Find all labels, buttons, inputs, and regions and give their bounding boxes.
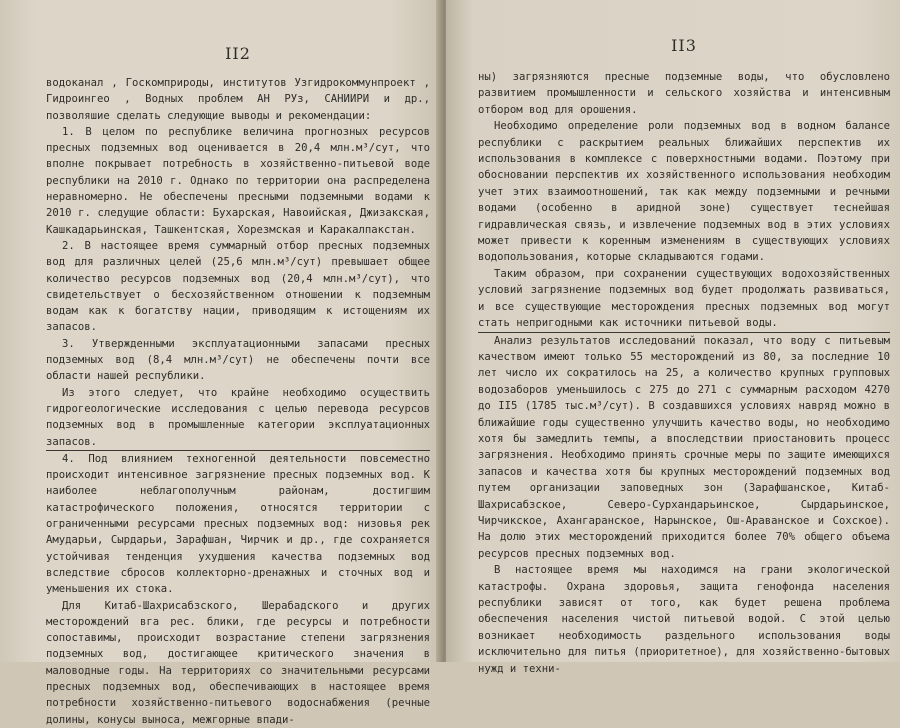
page-text <box>46 75 430 728</box>
left-page <box>0 0 442 726</box>
page-number: II2 <box>225 44 251 63</box>
paragraph: Для Китаб-Шахрисабзского, Шерабадского и других месторождений вга рес. блики, где ресурсы и потребности сопоставимы, происходит возрастание степени загрязнения подземных вод, достигающее критического значения в маловодные годы. На территориях со значительными ресурсами пресных подземных вод, обеспечивающих в настоящее время потребности хозяйственно-питьевого водоснабжения (речные долины, конусы выноса, межгорные впади- <box>46 599 430 726</box>
paragraph: 2. В настоящее время суммарный отбор пресных подземных вод для различных целей (25,6 млн.м³/сут) превышает общее количество ресурсов подземных вод (20,4 млн.м³/сут), что свидетельствует о бесхозяйственном отношении к подземным водам как к богатству нации, приводящим к истощениям их запасов. <box>46 239 430 334</box>
page-number: II3 <box>671 36 697 55</box>
paragraph: ны) загрязняются пресные подземные воды, что обусловлено развитием промышленности и сельского хозяйства и интенсивным отбором вод для орошения. <box>478 71 890 116</box>
paragraph: 3. Утвержденными эксплуатационными запасами пресных подземных вод (8,4 млн.м³/сут) не обеспечены почти все области нашей республики. <box>46 337 430 383</box>
paragraph: 1. В целом по республике величина прогнозных ресурсов пресных подземных вод оценивается в 20,4 млн.м³/сут, что вполне покрывает потребность в хозяйственно-питьевой воде республики на 2010 г. Однако по территории она распределена неравномерно. Не обеспечены пресными подземными водами к 2010 г. следущие области: Бухарская, Навоийская, Джизакская, Кашкадарьинская, Ташкентская, Хорезмская и Каракалпакстан. <box>46 125 430 236</box>
page-text <box>478 69 890 677</box>
paragraph: В настоящее время мы находимся на грани экологической катастрофы. Охрана здоровья, защита генофонда населения республики зависят от того, как будет решена проблема обеспечения населения чистой питьевой водой. С этой целью возникает необходимость раздельного использования воды исключительно для питья (приоритетное), для хозяйственно-бытовых нужд и техни- <box>478 564 890 675</box>
paragraph: 4. Под влиянием техногенной деятельности повсеместно происходит интенсивное загрязнение пресных подземных вод. К наиболее неблагополучным районам, достигшим катастрофического положения, относятся территории с ограниченными ресурсами пресных подземных вод: низовья рек Амударьи, Сырдарьи, Зарафшан, Чирчик и др., где сохраняется устойчивая тенденция ухудшения качества подземных вод вследствие сбросов коллекторно-дренажных и сточных вод и уменьшения их стока. <box>46 452 430 596</box>
paragraph: водоканал , Госкомприроды, институтов Узгидрокоммунпроект , Гидроингео , Водных проблем АН РУз, САНИИРИ и др., позволяшие сделать следующие выводы и рекомендации: <box>46 77 430 122</box>
underlined-paragraph: Таким образом, при сохранении существующих водохозяйственных условий загрязнение подземных вод будет продолжать развиваться, и все существующие месторождения пресных подземных вод могут стать непригодными как источники питьевой воды. <box>478 266 890 333</box>
underlined-paragraph: Из этого следует, что крайне необходимо осуществить гидрогеологические исследования с целью перевода ресурсов подземных вод в промышленные категории эксплуатационных запасов. <box>46 385 430 451</box>
right-page <box>446 0 900 675</box>
paragraph: Необходимо определение роли подземных вод в водном балансе республики с раскрытием реальных ближайших перспектив их использования в комплексе с поверхностными водами. Поэтому при обосновании перспектив их хозяйственного использования необходим учет этих взаимоотношений, так как между подземными и речными водами (особенно в аридной зоне) существует теснейшая гидравлическая связь, и извлечение подземных вод в этих условиях может привести к коренным изменениям в существующих условиях водопользования, которые складываются годами. <box>478 120 890 264</box>
paragraph: Анализ результатов исследований показал, что воду с питьевым качеством имеют только 55 месторождений из 80, за последние 10 лет число их сократилось на 25, а количество крупных групповых водозаборов уменьшилось с 275 до 271 с суммарным расходом 4270 до II5 (1785 тыс.м³/сут). В создавшихся условиях навряд можно в ближайшие годы существенно улучшить качество воды, но необходимо хотя бы замедлить темпы, а впоследствии приостановить процесс загрязнения. Необходимо принять срочные меры по защите имеющихся запасов и качества хотя бы крупных месторождений подземных вод путем организации заповедных зон (Зарафшанское, Китаб-Шахрисабзское, Северо-Сурхандарьинское, Сырдарьинское, Чирчикское, Ахангаранское, Нарынское, Ош-Араванское и Сохское). На долю этих месторождений приходится более 70% общего объема ресурсов пресных подземных вод. <box>478 334 890 560</box>
